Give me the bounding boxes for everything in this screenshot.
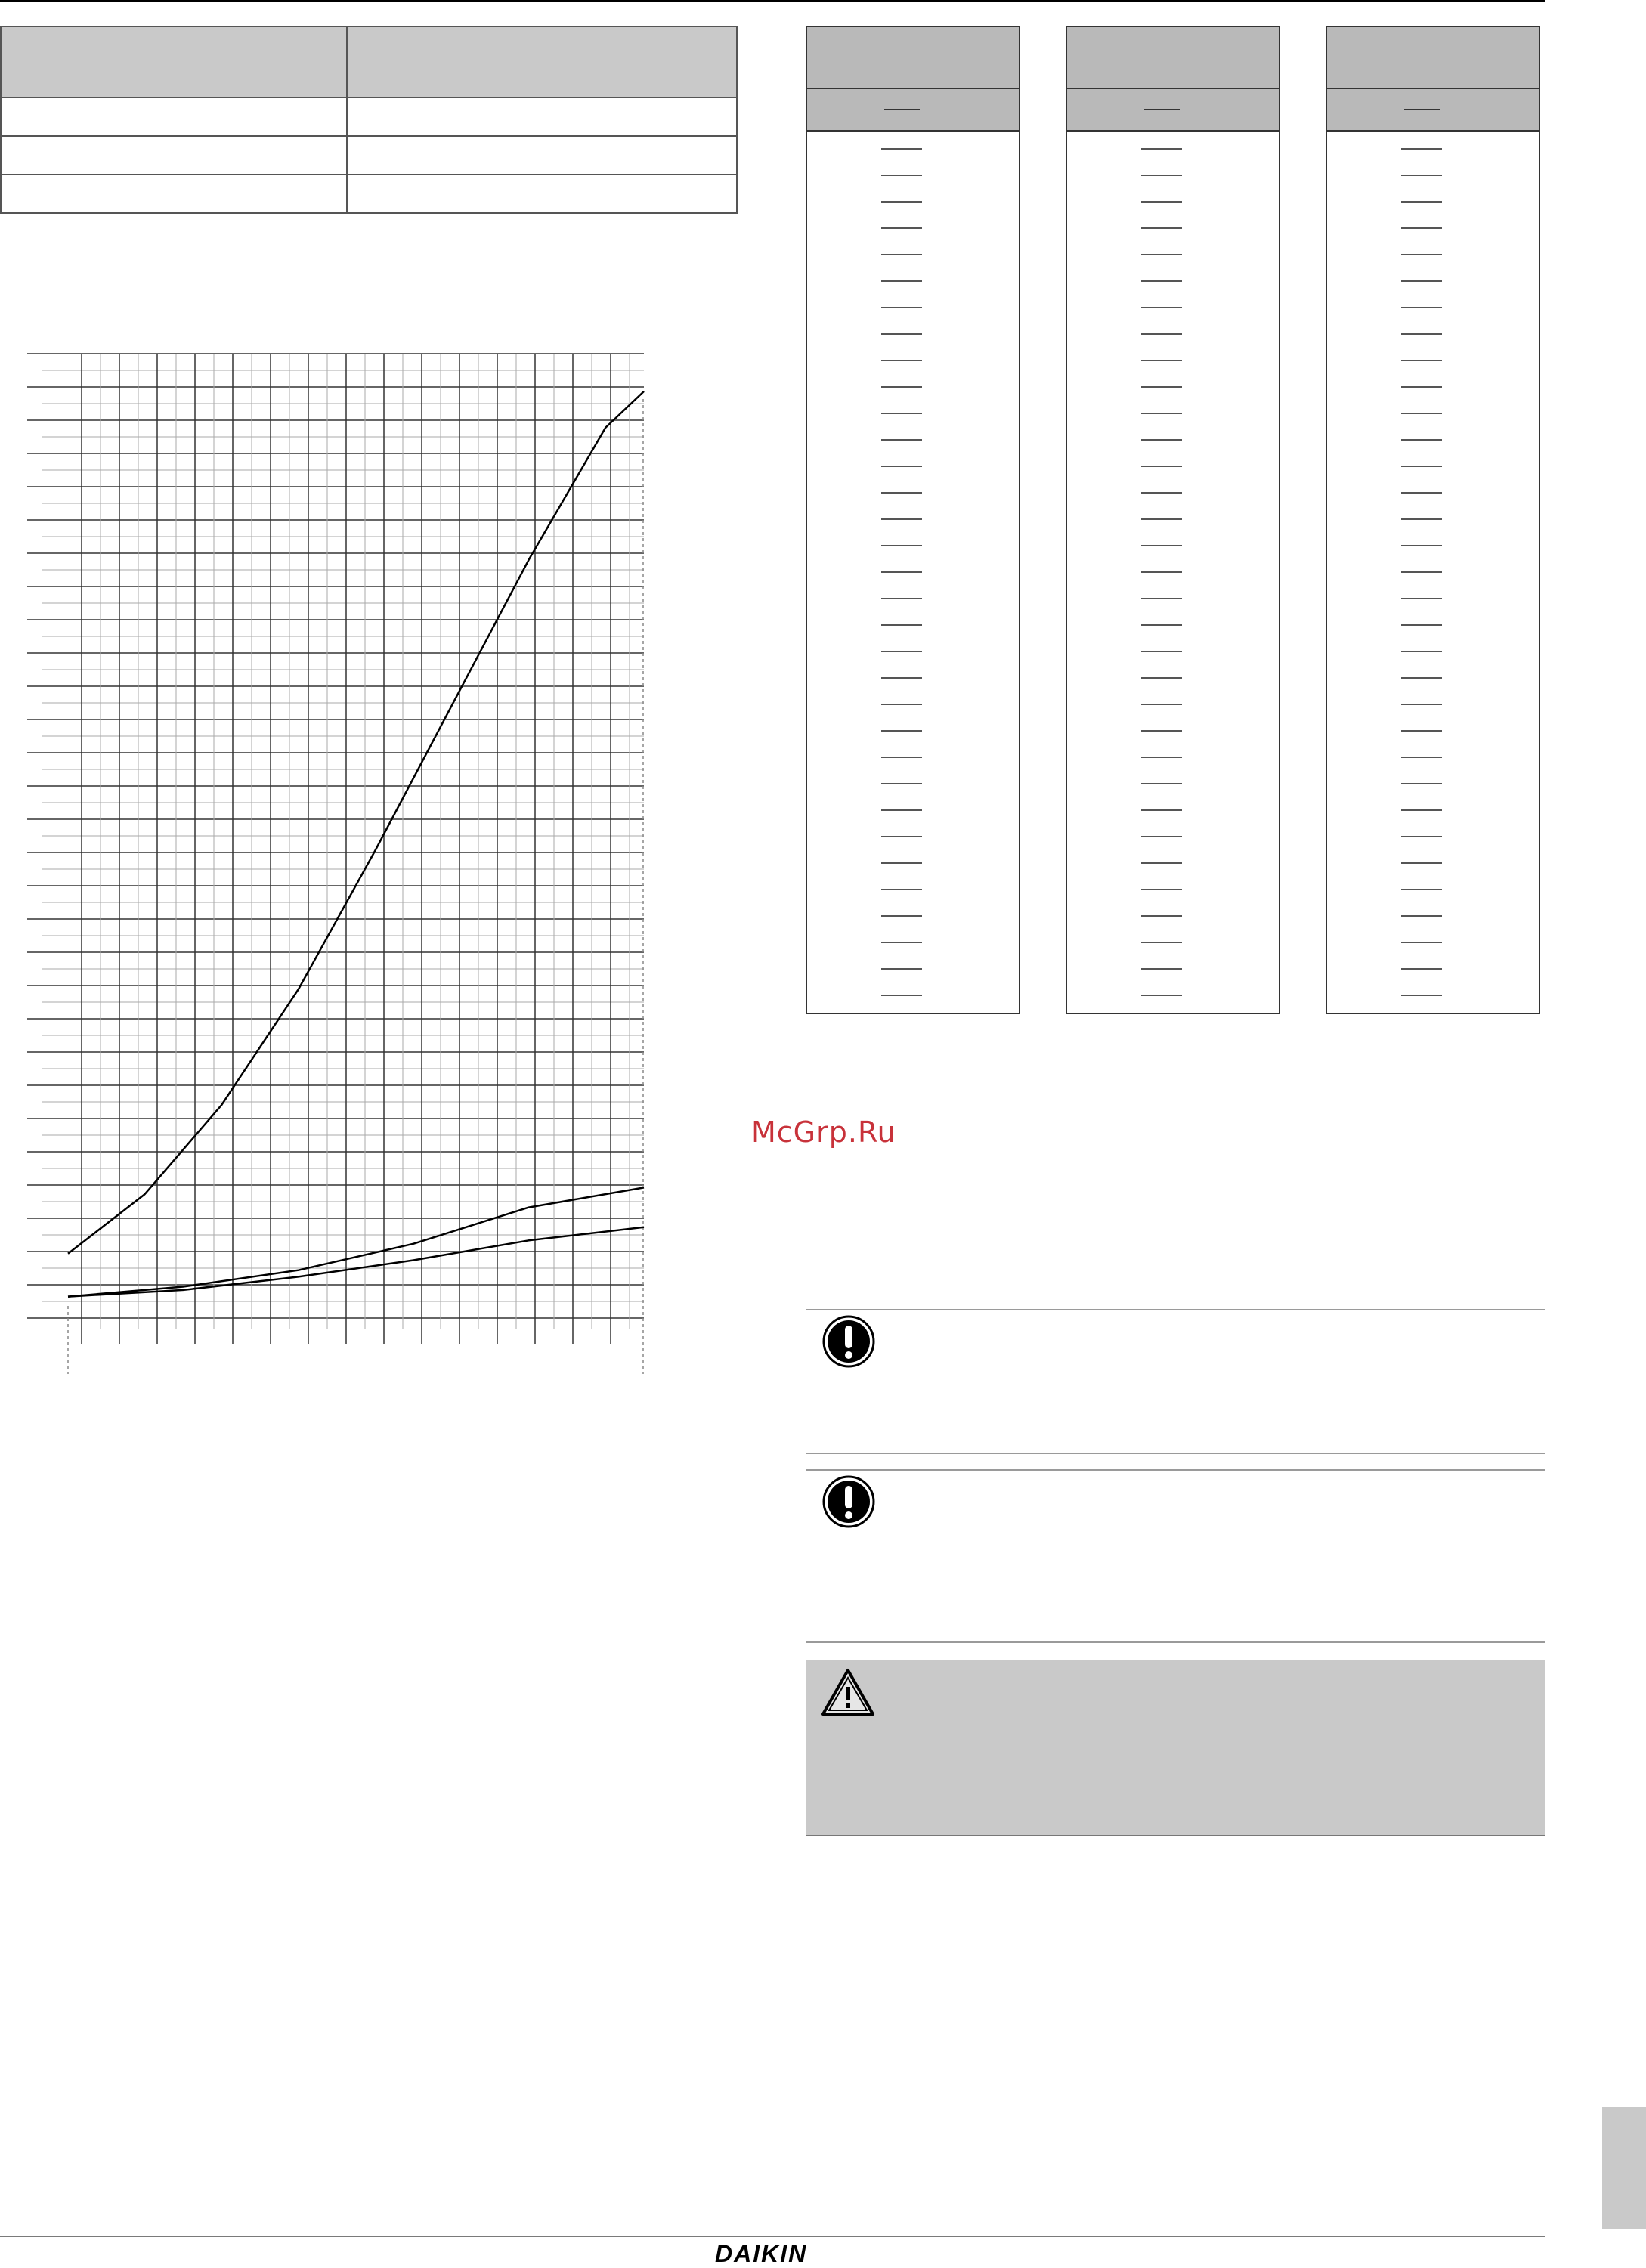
table-row: [881, 466, 922, 467]
table-row: [881, 254, 922, 255]
table-row: [1141, 492, 1182, 494]
table-row: [881, 413, 922, 414]
table-row: [881, 518, 922, 520]
table-row: [1141, 942, 1182, 943]
table-row: [1141, 148, 1182, 150]
table-row: [1401, 439, 1442, 441]
table-cell: [1, 136, 347, 175]
table-row: [1141, 466, 1182, 467]
table-row: [1401, 677, 1442, 679]
table-row: [1141, 995, 1182, 996]
chart-grid: [27, 354, 644, 1374]
table-row: [881, 995, 922, 996]
table-row: [1401, 889, 1442, 890]
table-row: [881, 598, 922, 599]
table-row: [1141, 333, 1182, 335]
table-row: [1141, 254, 1182, 255]
table-row: [1, 175, 737, 213]
top-rule: [0, 0, 1545, 2]
table-row: [1401, 227, 1442, 229]
table-row: [1141, 809, 1182, 811]
table-row: [1141, 915, 1182, 917]
table-row: [1141, 201, 1182, 203]
table-row: [881, 809, 922, 811]
table-row: [1401, 466, 1442, 467]
exclamation-icon: [822, 1315, 875, 1368]
table-row: [1141, 677, 1182, 679]
note-divider: [806, 1469, 1545, 1471]
table-cell: [347, 97, 737, 136]
note-divider: [806, 1453, 1545, 1454]
table-row: [1401, 915, 1442, 917]
table-row: [881, 280, 922, 282]
spec-table-header: [1, 26, 737, 97]
daikin-logo: DAIKIN: [715, 2240, 808, 2267]
table-row: [881, 862, 922, 864]
table-row: [1401, 783, 1442, 784]
warning-box: [806, 1660, 1545, 1836]
warning-triangle-icon: [821, 1667, 875, 1717]
table-row: [1141, 730, 1182, 732]
table-row: [881, 227, 922, 229]
chart-curves: [68, 391, 644, 1297]
table-cell: [347, 136, 737, 175]
header-dash: [884, 109, 920, 110]
table-row: [1141, 386, 1182, 388]
table-subheader: [1327, 89, 1539, 132]
table-row: [881, 307, 922, 308]
table-row: [1141, 862, 1182, 864]
table-row: [1141, 227, 1182, 229]
table-row: [1141, 783, 1182, 784]
table-row: [881, 968, 922, 970]
table-row: [881, 386, 922, 388]
table-row: [1401, 545, 1442, 546]
table-row: [881, 624, 922, 626]
table-row: [1, 136, 737, 175]
table-header: [807, 27, 1019, 89]
table-row: [1401, 968, 1442, 970]
table-row: [1401, 360, 1442, 361]
watermark-text: McGrp.Ru: [751, 1115, 896, 1149]
table-header: [1327, 27, 1539, 89]
table-row: [881, 571, 922, 573]
table-row: [1401, 624, 1442, 626]
table-row: [1401, 280, 1442, 282]
table-row: [1141, 413, 1182, 414]
table-row: [881, 360, 922, 361]
table-row: [881, 333, 922, 335]
table-row: [881, 492, 922, 494]
table-row: [881, 651, 922, 652]
spec-header-cell: [1, 26, 347, 97]
table-row: [1401, 809, 1442, 811]
table-row: [881, 757, 922, 758]
table-row: [1401, 333, 1442, 335]
footer-rule: [0, 2236, 1545, 2237]
table-row: [1401, 307, 1442, 308]
table-row: [1401, 836, 1442, 837]
pressure-chart: [0, 348, 657, 1375]
table-row: [1401, 571, 1442, 573]
table-row: [1141, 836, 1182, 837]
note-divider: [806, 1641, 1545, 1643]
table-row: [1401, 730, 1442, 732]
table-subheader: [1067, 89, 1279, 132]
table-cell: [1, 175, 347, 213]
table-row: [881, 730, 922, 732]
table-row: [1401, 995, 1442, 996]
spec-header-cell: [347, 26, 737, 97]
table-row: [881, 677, 922, 679]
table-row: [881, 915, 922, 917]
table-row: [1141, 704, 1182, 705]
pressure-table-2: [1066, 26, 1280, 1014]
side-tab: [1602, 2107, 1646, 2229]
table-row: [881, 545, 922, 546]
table-row: [1141, 307, 1182, 308]
series-line-3: [68, 1227, 644, 1297]
series-line-2: [68, 1187, 644, 1296]
table-row: [1401, 413, 1442, 414]
table-cell: [347, 175, 737, 213]
table-row: [1401, 942, 1442, 943]
table-row: [881, 439, 922, 441]
table-row: [881, 148, 922, 150]
table-row: [1401, 651, 1442, 652]
table-row: [1401, 757, 1442, 758]
table-row: [1141, 889, 1182, 890]
spec-table: [0, 26, 738, 214]
pressure-table-3: [1326, 26, 1540, 1014]
header-dash: [1144, 109, 1180, 110]
table-row: [1141, 545, 1182, 546]
table-cell: [1, 97, 347, 136]
table-row: [1141, 360, 1182, 361]
table-row: [1401, 862, 1442, 864]
table-row: [881, 175, 922, 176]
table-row: [1401, 201, 1442, 203]
note-divider: [806, 1309, 1545, 1310]
table-row: [881, 942, 922, 943]
table-row: [1401, 492, 1442, 494]
table-row: [1401, 175, 1442, 176]
table-row: [1141, 518, 1182, 520]
table-row: [881, 783, 922, 784]
table-row: [1141, 651, 1182, 652]
table-row: [881, 889, 922, 890]
table-subheader: [807, 89, 1019, 132]
table-row: [1401, 518, 1442, 520]
table-row: [881, 201, 922, 203]
table-row: [1141, 439, 1182, 441]
exclamation-icon: [822, 1475, 875, 1528]
table-row: [1401, 254, 1442, 255]
header-dash: [1404, 109, 1440, 110]
table-row: [1401, 386, 1442, 388]
table-row: [1141, 175, 1182, 176]
table-row: [1401, 704, 1442, 705]
table-row: [1, 97, 737, 136]
table-row: [1401, 598, 1442, 599]
table-row: [881, 836, 922, 837]
table-row: [1141, 598, 1182, 599]
table-header: [1067, 27, 1279, 89]
table-row: [1141, 757, 1182, 758]
table-row: [1401, 148, 1442, 150]
table-row: [1141, 571, 1182, 573]
table-row: [1141, 280, 1182, 282]
table-row: [881, 704, 922, 705]
table-row: [1141, 624, 1182, 626]
table-row: [1141, 968, 1182, 970]
series-line-1: [68, 391, 644, 1254]
pressure-table-1: [806, 26, 1020, 1014]
